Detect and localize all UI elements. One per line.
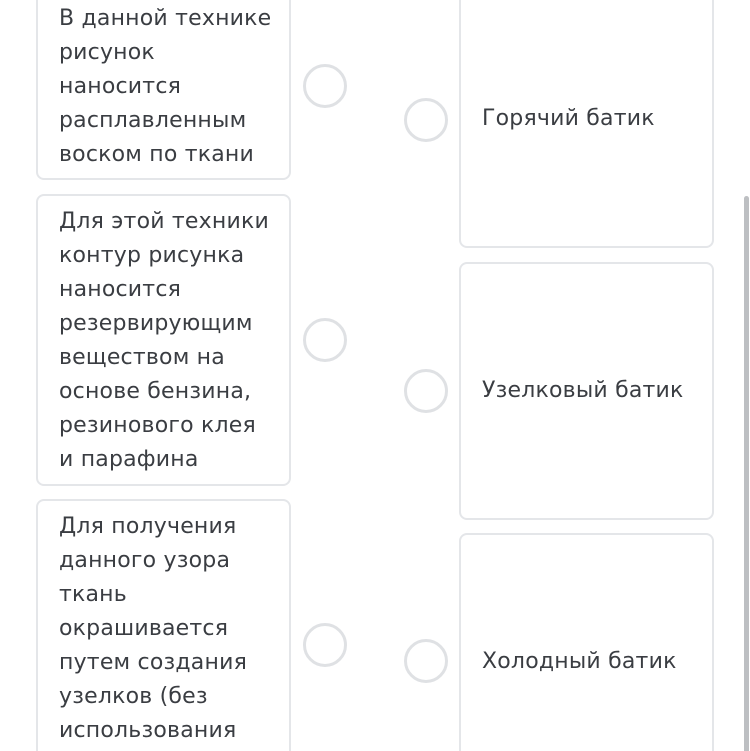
scrollbar[interactable] bbox=[742, 0, 750, 751]
scrollbar-thumb[interactable] bbox=[744, 196, 749, 751]
right-option-text: Холодный батик bbox=[482, 649, 677, 674]
left-option-text: Для этой техники контур рисунка наносится резервирующим веществом на основе бензина, резинового клея и парафина bbox=[59, 209, 269, 472]
left-match-radio-1[interactable] bbox=[303, 64, 347, 108]
left-match-radio-2[interactable] bbox=[303, 318, 347, 362]
left-option-text: В данной технике рисунок наносится расплавленным воском по ткани bbox=[59, 6, 272, 167]
left-option-card-3 bbox=[36, 499, 291, 751]
right-match-radio-1[interactable] bbox=[404, 98, 448, 142]
right-match-radio-3[interactable] bbox=[404, 639, 448, 683]
left-option-text: Для получения данного узора ткань окрашивается путем создания узелков (без использования bbox=[59, 514, 248, 743]
right-option-text: Узелковый батик bbox=[482, 378, 684, 403]
left-option-card-2 bbox=[36, 194, 291, 486]
left-option-card-1 bbox=[36, 0, 291, 180]
right-option-card-2 bbox=[459, 262, 714, 520]
right-option-card-1 bbox=[459, 0, 714, 248]
right-option-text: Горячий батик bbox=[482, 106, 655, 131]
right-option-card-3 bbox=[459, 533, 714, 751]
right-match-radio-2[interactable] bbox=[404, 369, 448, 413]
left-match-radio-3[interactable] bbox=[303, 623, 347, 667]
